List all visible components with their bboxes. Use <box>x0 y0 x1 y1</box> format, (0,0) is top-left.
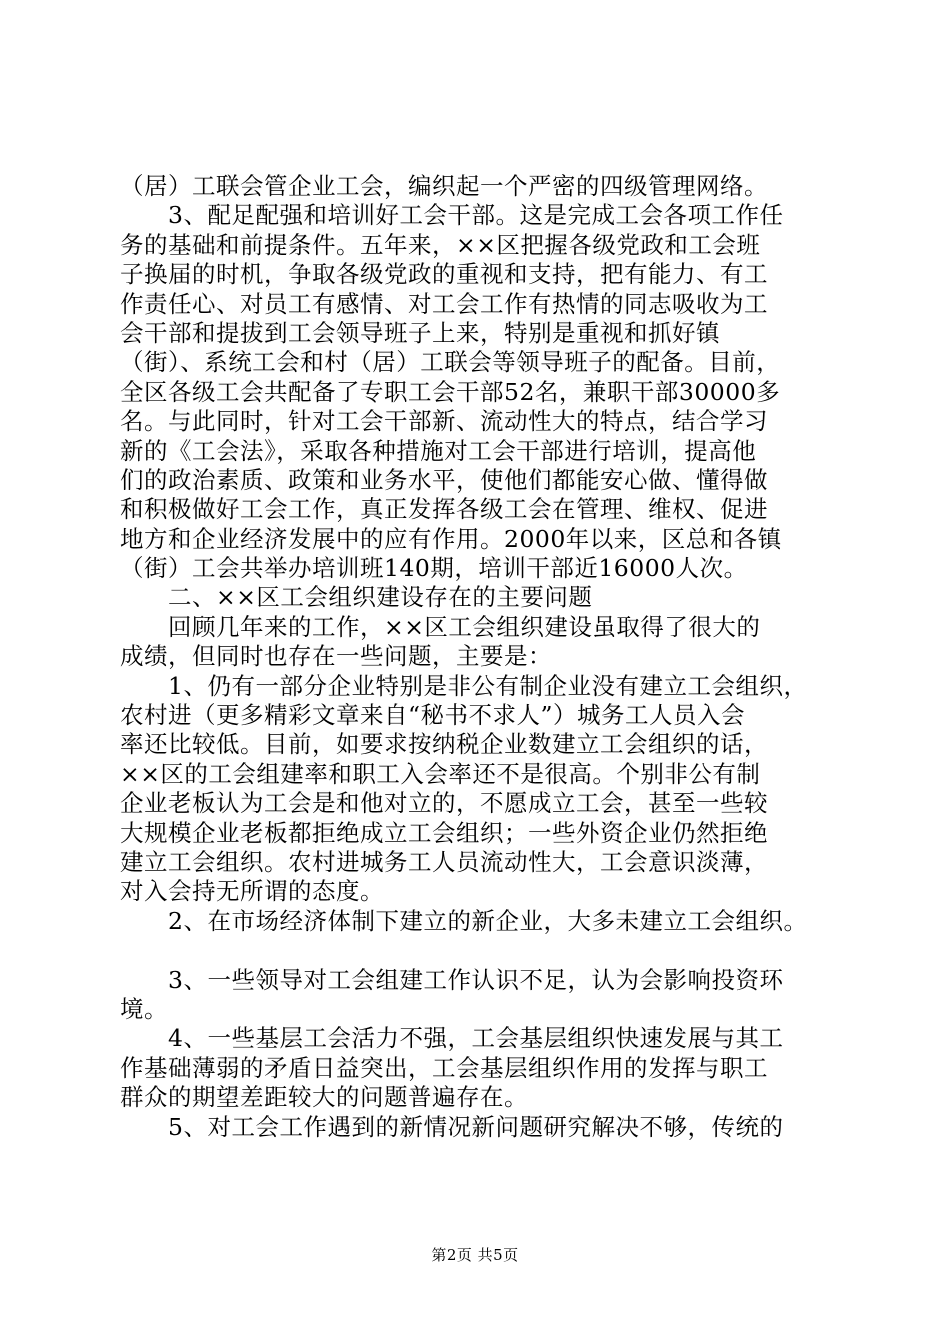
blank-line <box>120 936 832 965</box>
page-number-footer: 第2页 共5页 <box>431 1246 519 1264</box>
text-line: 务的基础和前提条件。五年来，××区把握各级党政和工会班 <box>120 230 761 259</box>
text-line: 会干部和提拔到工会领导班子上来，特别是重视和抓好镇 <box>120 318 720 347</box>
text-line: 作基础薄弱的矛盾日益突出，工会基层组织作用的发挥与职工 <box>120 1053 768 1082</box>
text-line: 4、一些基层工会活力不强，工会基层组织快速发展与其工 <box>120 1024 784 1053</box>
text-line: 成绩，但同时也存在一些问题，主要是： <box>120 642 552 671</box>
section-heading: 二、××区工会组织建设存在的主要问题 <box>120 583 593 612</box>
text-line: 企业老板认为工会是和他对立的，不愿成立工会，甚至一些较 <box>120 789 768 818</box>
text-line: 作责任心、对员工有感情、对工会工作有热情的同志吸收为工 <box>120 289 768 318</box>
text-line: ××区的工会组建率和职工入会率还不是很高。个别非公有制 <box>120 759 761 788</box>
text-line: 3、一些领导对工会组建工作认识不足，认为会影响投资环 <box>120 965 784 994</box>
text-line: 们的政治素质、政策和业务水平，使他们都能安心做、懂得做 <box>120 465 768 494</box>
text-line: 境。 <box>120 994 168 1023</box>
text-line: 回顾几年来的工作，××区工会组织建设虽取得了很大的 <box>120 612 761 641</box>
text-line: 和积极做好工会工作，真正发挥各级工会在管理、维权、促进 <box>120 495 768 524</box>
text-line: 名。与此同时，针对工会干部新、流动性大的特点，结合学习 <box>120 407 768 436</box>
text-line: 对入会持无所谓的态度。 <box>120 877 384 906</box>
text-line: 群众的期望差距较大的问题普遍存在。 <box>120 1083 528 1112</box>
text-line: 建立工会组织。农村进城务工人员流动性大，工会意识淡薄， <box>120 847 768 876</box>
text-line: 3、配足配强和培训好工会干部。这是完成工会各项工作任 <box>120 201 784 230</box>
text-line: 新的《工会法》，采取各种措施对工会干部进行培训，提高他 <box>120 436 757 465</box>
document-body <box>120 172 832 1142</box>
text-line: （街）工会共举办培训班140期，培训干部近16000人次。 <box>120 554 748 583</box>
text-line: 率还比较低。目前，如要求按纳税企业数建立工会组织的话， <box>120 730 768 759</box>
text-line: 全区各级工会共配备了专职工会干部52名，兼职干部30000多 <box>120 377 781 406</box>
text-line: 1、仍有一部分企业特别是非公有制企业没有建立工会组织， <box>120 671 808 700</box>
text-line: （居）工联会管企业工会，编织起一个严密的四级管理网络。 <box>120 172 768 200</box>
text-line: 大规模企业老板都拒绝成立工会组织；一些外资企业仍然拒绝 <box>120 818 768 847</box>
text-line: 地方和企业经济发展中的应有作用。2000年以来，区总和各镇 <box>120 524 782 553</box>
text-line: 5、对工会工作遇到的新情况新问题研究解决不够，传统的 <box>120 1112 784 1141</box>
text-line: （街）、系统工会和村（居）工联会等领导班子的配备。目前， <box>120 348 781 377</box>
text-line: 子换届的时机，争取各级党政的重视和支持，把有能力、有工 <box>120 260 768 289</box>
text-line: 农村进（更多精彩文章来自“秘书不求人”）城务工人员入会 <box>120 701 746 730</box>
text-line: 2、在市场经济体制下建立的新企业，大多未建立工会组织。 <box>120 906 808 935</box>
